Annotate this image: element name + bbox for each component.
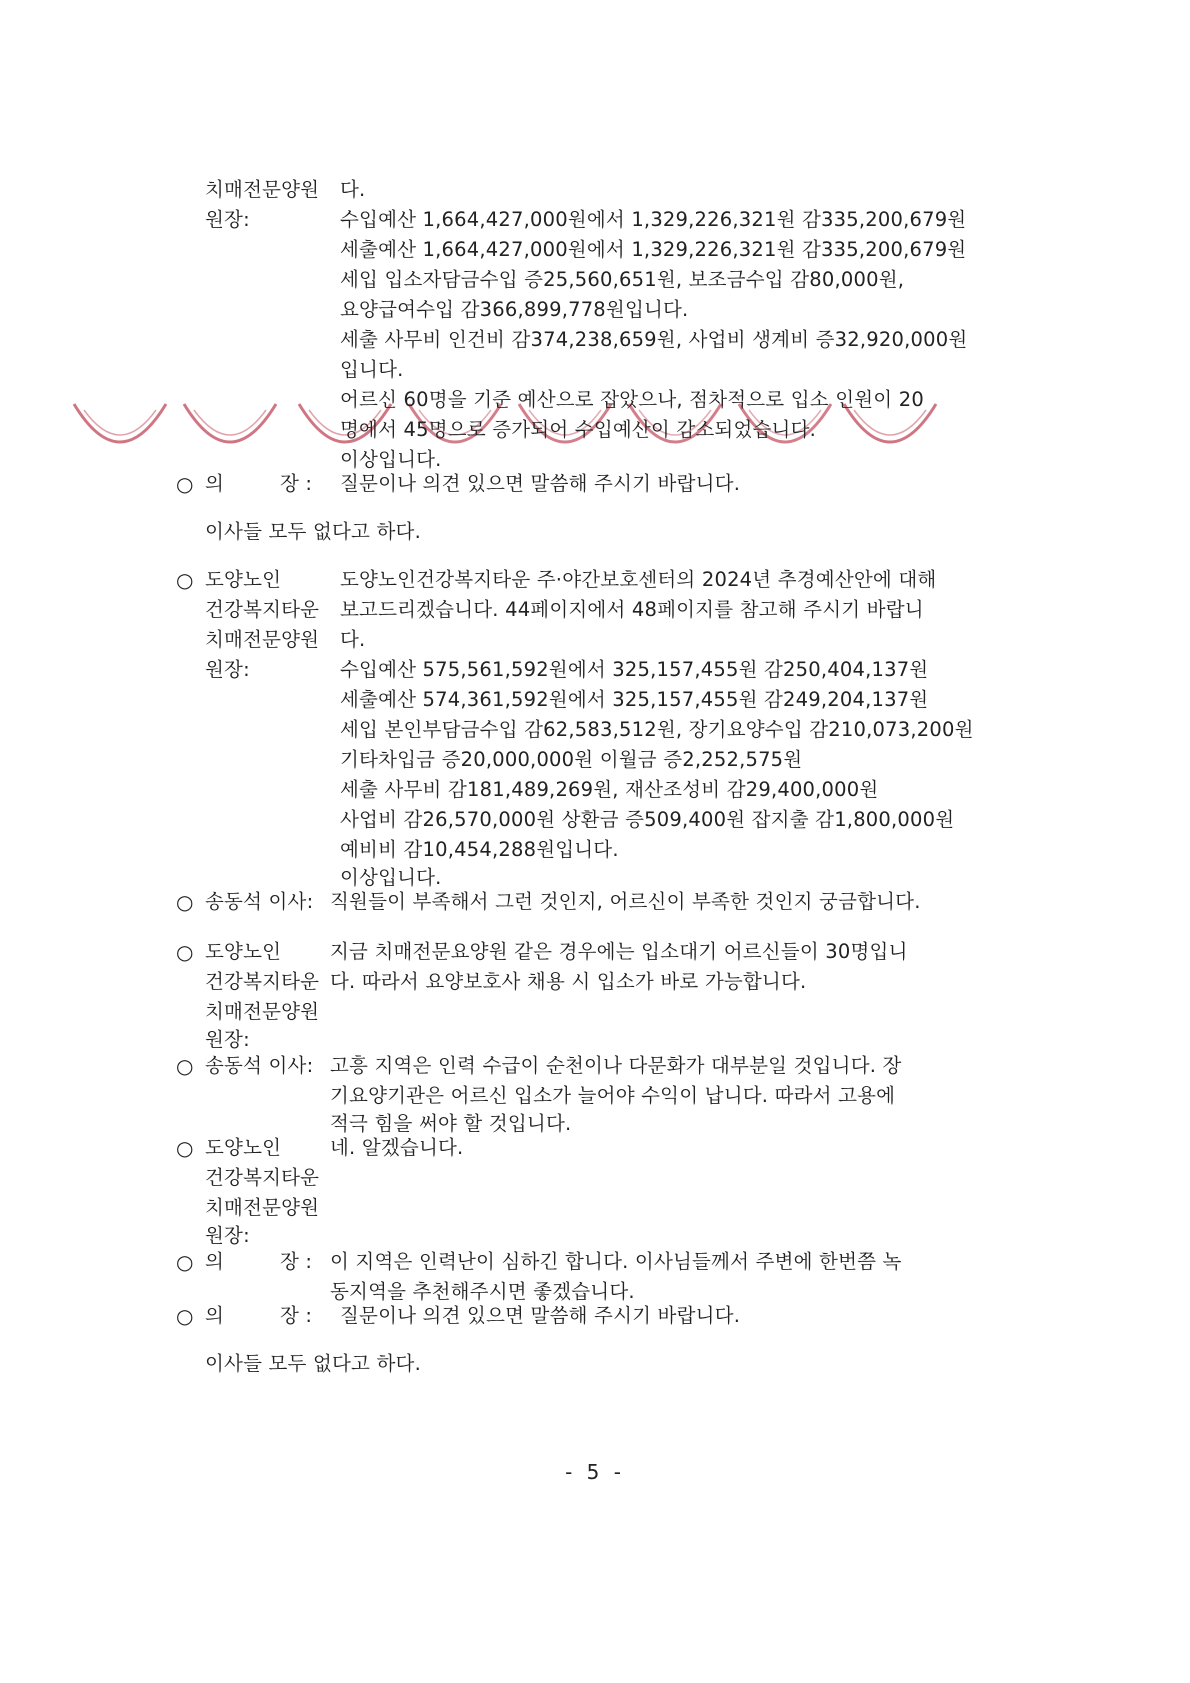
block2-line-1: 도양노인건강복지타운 주·야간보호센터의 2024년 추경예산안에 대해 [340,568,937,591]
block3-role-line-1: 도양노인 [205,940,282,963]
q2-line-2: 기요양기관은 어르신 입소가 늘어야 수익이 납니다. 따라서 고용에 [330,1084,896,1107]
block4-role-line-3: 치매전문양원 [205,1196,320,1219]
chair3-text: 질문이나 의견 있으면 말씀해 주시기 바랍니다. [340,1304,741,1327]
block1-line-5: 요양급여수입 감366,899,778원입니다. [340,298,689,321]
chair2-line-2: 동지역을 추천해주시면 좋겠습니다. [330,1280,635,1303]
chair1-speaker-a: 의 [205,472,225,495]
chair2-line-1: 이 지역은 인력난이 심하긴 합니다. 이사님들께서 주변에 한번쯤 녹 [330,1250,902,1273]
chair3-speaker-b: 장 : [280,1304,313,1327]
block2-line-11: 이상입니다. [340,866,442,889]
block2-line-4: 수입예산 575,561,592원에서 325,157,455원 감250,404,137원 [340,658,929,681]
chair2-speaker-a: 의 [205,1250,225,1273]
block3-bullet: ○ [176,940,194,964]
block2-role-line-1: 도양노인 [205,568,282,591]
chair2-speaker-b: 장 : [280,1250,313,1273]
block1-line-9: 명에서 45명으로 증가되어 수입예산이 감소되었습니다. [340,418,817,441]
block2-line-8: 세출 사무비 감181,489,269원, 재산조성비 감29,400,000원 [340,778,879,801]
block3-role-line-3: 치매전문양원 [205,1000,320,1023]
q2-bullet: ○ [176,1054,194,1078]
chair1-text: 질문이나 의견 있으면 말씀해 주시기 바랍니다. [340,472,741,495]
block2-line-5: 세출예산 574,361,592원에서 325,157,455원 감249,204,137원 [340,688,929,711]
block1-line-1: 다. [340,178,366,201]
block1-line-4: 세입 입소자담금수입 증25,560,651원, 보조금수입 감80,000원, [340,268,905,291]
chair3-bullet: ○ [176,1304,194,1328]
q2-line-3: 적극 힘을 써야 할 것입니다. [330,1112,572,1135]
chair1-bullet: ○ [176,472,194,496]
q1-speaker: 송동석 이사: [205,890,314,913]
seal-stamp-1 [70,400,170,460]
block1-role-line-2: 원장: [205,208,250,231]
block3-role-line-2: 건강복지타운 [205,970,320,993]
page-number: - 5 - [565,1460,625,1484]
q2-line-1: 고흥 지역은 인력 수급이 순천이나 다문화가 대부분일 것입니다. 장 [330,1054,902,1077]
block2-bullet: ○ [176,568,194,592]
block1-line-8: 어르신 60명을 기준 예산으로 잡았으나, 점차적으로 입소 인원이 20 [340,388,924,411]
chair2-bullet: ○ [176,1250,194,1274]
block2-line-2: 보고드리겠습니다. 44페이지에서 48페이지를 참고해 주시기 바랍니 [340,598,924,621]
block2-role-line-2: 건강복지타운 [205,598,320,621]
block4-line-1: 네. 알겠습니다. [330,1136,464,1159]
chair3-speaker-a: 의 [205,1304,225,1327]
block1-role-line-1: 치매전문양원 [205,178,320,201]
seal-stamp-2 [180,400,280,460]
block2-line-6: 세입 본인부담금수입 감62,583,512원, 장기요양수입 감210,073,200원 [340,718,974,741]
block2-line-10: 예비비 감10,454,288원입니다. [340,838,619,861]
q2-speaker: 송동석 이사: [205,1054,314,1077]
q1-text: 직원들이 부족해서 그런 것인지, 어르신이 부족한 것인지 궁금합니다. [330,890,921,913]
chair1-speaker-b: 장 : [280,472,313,495]
block4-role-line-1: 도양노인 [205,1136,282,1159]
block4-role-line-2: 건강복지타운 [205,1166,320,1189]
block2-line-3: 다. [340,628,366,651]
block3-line-1: 지금 치매전문요양원 같은 경우에는 입소대기 어르신들이 30명입니 [330,940,908,963]
block2-role-line-4: 원장: [205,658,250,681]
block3-role-line-4: 원장: [205,1028,250,1051]
block2-line-9: 사업비 감26,570,000원 상환금 증509,400원 잡지출 감1,800,000원 [340,808,955,831]
block3-line-2: 다. 따라서 요양보호사 채용 시 입소가 바로 가능합니다. [330,970,807,993]
block1-line-6: 세출 사무비 인건비 감374,238,659원, 사업비 생계비 증32,920,000원 [340,328,968,351]
block4-role-line-4: 원장: [205,1224,250,1247]
block4-bullet: ○ [176,1136,194,1160]
block2-line-7: 기타차입금 증20,000,000원 이월금 증2,252,575원 [340,748,803,771]
block2-role-line-3: 치매전문양원 [205,628,320,651]
block1-line-7: 입니다. [340,358,404,381]
block1-line-10: 이상입니다. [340,448,442,471]
block1-line-3: 세출예산 1,664,427,000원에서 1,329,226,321원 감335,200,679원 [340,238,967,261]
q1-bullet: ○ [176,890,194,914]
block1-line-2: 수입예산 1,664,427,000원에서 1,329,226,321원 감335,200,679원 [340,208,967,231]
note1: 이사들 모두 없다고 하다. [205,520,421,543]
note2: 이사들 모두 없다고 하다. [205,1352,421,1375]
